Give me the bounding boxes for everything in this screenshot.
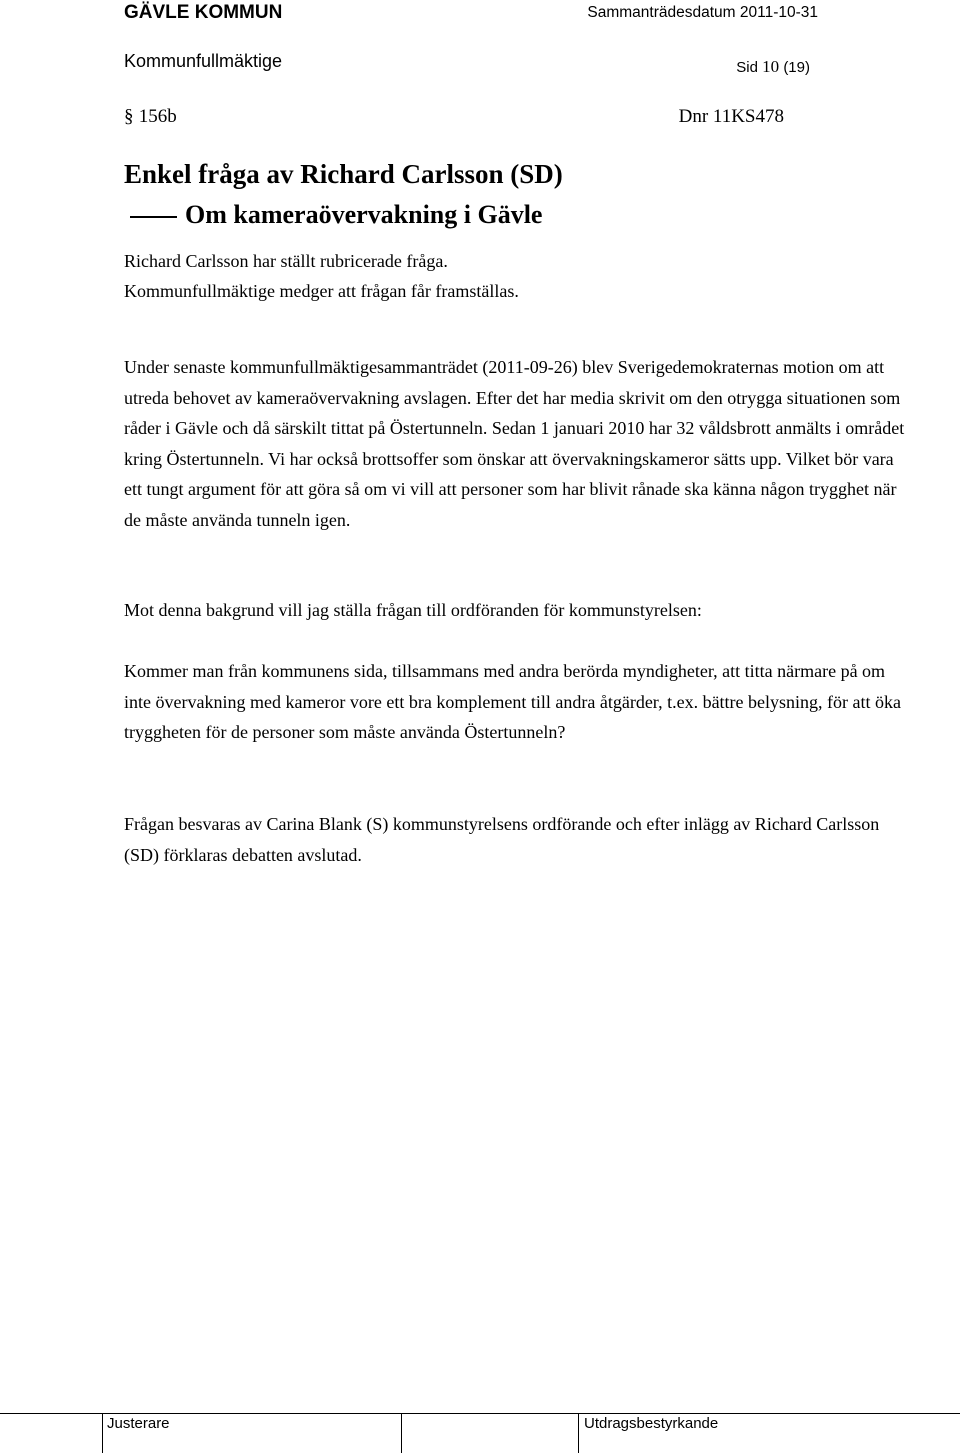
- justerare-label: Justerare: [107, 1415, 170, 1432]
- paragraph-question: Kommer man från kommunens sida, tillsammans med andra berörda myndigheter, att titta närmare på om inte övervakning med kameror vore ett bra komplement till andra åtgärder, t.ex. bättre belysning, för att öka tryggheten för de personer som måste använda Östertunneln?: [124, 661, 902, 742]
- signature-footer: [0, 1413, 960, 1453]
- footer-spacer-box: [401, 1413, 579, 1453]
- organization-name: GÄVLE KOMMUN: [124, 2, 283, 23]
- page-number: 10: [762, 57, 780, 76]
- paragraph-question-intro: Mot denna bakgrund vill jag ställa frågan till ordföranden för kommunstyrelsen:: [124, 600, 702, 620]
- paragraph-background: Under senaste kommunfullmäktigesammanträdet (2011-09-26) blev Sverigedemokraternas motion om att utreda behovet av kameraövervakning avslagen. Efter det har media skrivit om den otrygga situationen som råder i Gävle och då särskilt tittat på Östertunneln. Sedan 1 januari 2010 har 32 våldsbrott anmälts i området kring Östertunneln. Vi har också brottsoffer som önskar att övervakningskameror sätts upp. Vilket bör vara ett tungt argument för att göra så om vi vill att personer som har blivit rånade ska känna någon trygghet när de måste använda tunneln igen.: [124, 357, 905, 530]
- meeting-date: Sammanträdesdatum 2011-10-31: [587, 4, 818, 21]
- page-indicator: [736, 57, 810, 77]
- paragraph-conclusion: Frågan besvaras av Carina Blank (S) kommunstyrelsens ordförande och efter inlägg av Richard Carlsson (SD) förklaras debatten avslutad.: [124, 814, 880, 865]
- document-title: Enkel fråga av Richard Carlsson (SD): [124, 159, 563, 189]
- committee-name: Kommunfullmäktige: [124, 51, 283, 71]
- page-prefix: Sid: [736, 59, 758, 76]
- utdragsbestyrkande-label: Utdragsbestyrkande: [584, 1415, 719, 1432]
- document-subtitle: [124, 200, 542, 230]
- section-number-text: 156b: [138, 106, 177, 127]
- diary-number: Dnr 11KS478: [678, 106, 784, 127]
- section-symbol: §: [124, 106, 134, 127]
- subtitle-text: Om kameraövervakning i Gävle: [185, 200, 543, 229]
- subtitle-dash: [130, 216, 177, 218]
- paragraph-question-posed: Richard Carlsson har ställt rubricerade fråga.: [124, 251, 448, 271]
- page-total: (19): [783, 59, 810, 76]
- paragraph-permission: Kommunfullmäktige medger att frågan får framställas.: [124, 281, 519, 301]
- section-number: [124, 106, 177, 128]
